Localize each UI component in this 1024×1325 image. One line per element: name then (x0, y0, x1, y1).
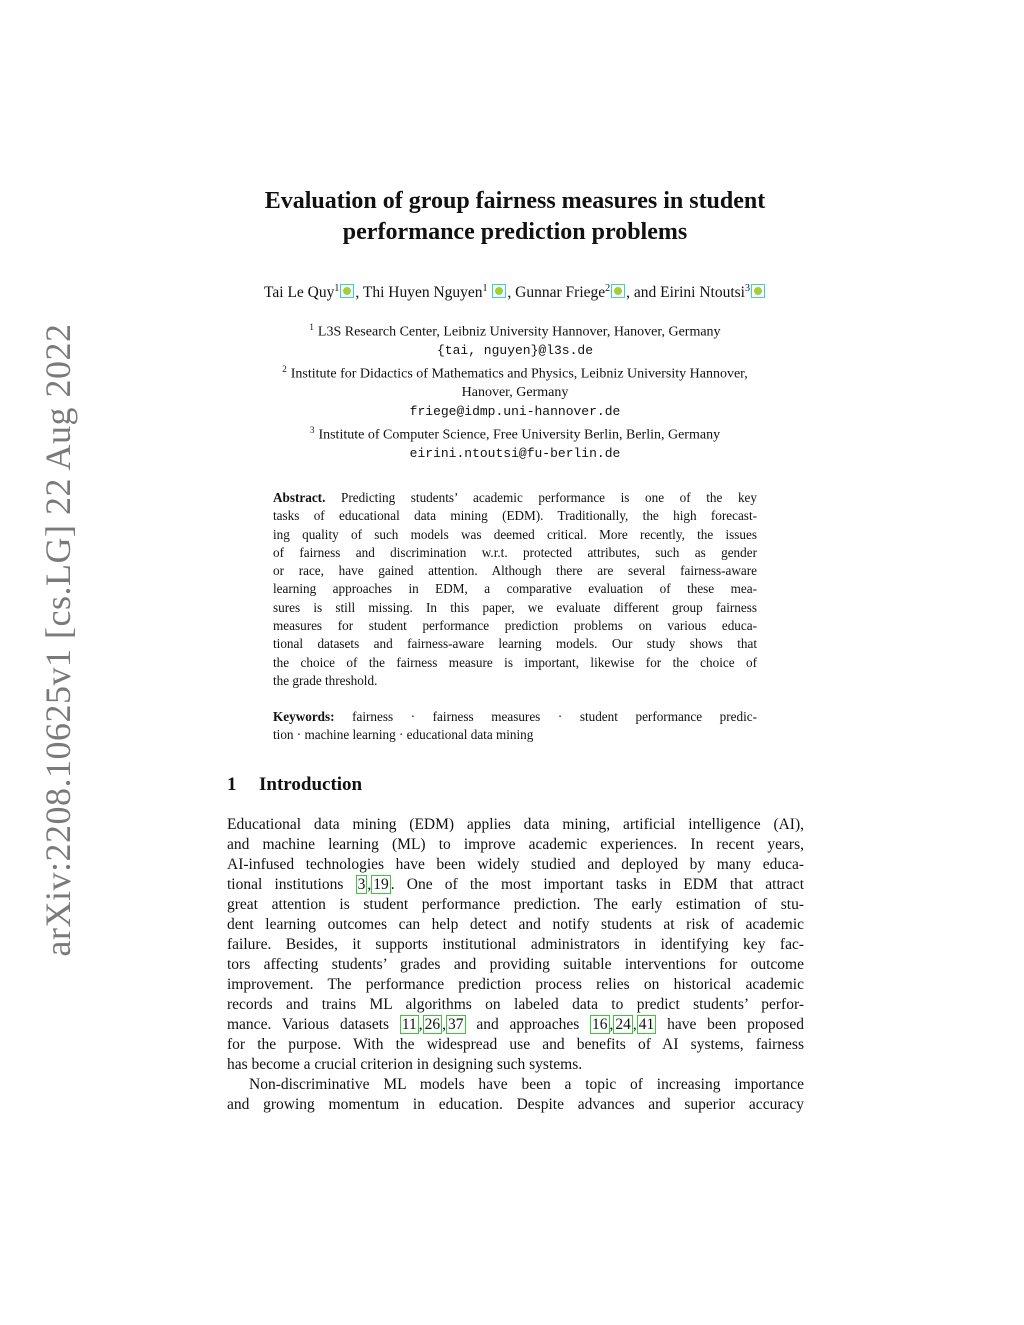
section-title: Introduction (259, 774, 363, 795)
author-separator: , (355, 284, 363, 302)
author-affil-mark: 1 (334, 283, 340, 294)
author-affil-mark: 1 (482, 283, 488, 294)
body-text-span: . One of the most important tasks in EDM that attract (390, 876, 804, 893)
keywords-line: tion · machine learning · educational data mining (273, 727, 534, 743)
author-list (150, 283, 880, 302)
author-affil-mark: 3 (744, 283, 750, 294)
abstract-line: tasks of educational data mining (EDM). Traditionally, the high forecast- (273, 508, 757, 524)
affil-text: Hanover, Germany (461, 385, 569, 401)
body-line (227, 875, 804, 895)
orcid-icon[interactable] (492, 284, 506, 298)
body-line: and machine learning (ML) to improve academic experiences. In recent years, (227, 836, 804, 853)
abstract-line: sures is still missing. In this paper, we evaluate different group fairness (273, 599, 757, 615)
affil-text: L3S Research Center, Leibniz University Hannover, Hanover, Germany (317, 324, 721, 340)
author-separator: , (507, 284, 516, 302)
keywords-label: Keywords: (273, 709, 335, 724)
body-line: for the purpose. With the widespread use and benefits of AI systems, fairness (227, 1036, 804, 1053)
body-line: and growing momentum in education. Despite advances and superior accuracy (227, 1096, 804, 1113)
affil-mark: 1 (309, 322, 314, 332)
body-text-span: , (418, 1016, 423, 1033)
affil-mark: 2 (282, 364, 287, 375)
body-text-span: and approaches (465, 1016, 591, 1033)
body-line: improvement. The performance prediction process relies on historical academic (227, 976, 804, 993)
abstract-line: measures for student performance prediction problems on various educa- (273, 618, 757, 634)
section-heading (227, 774, 362, 796)
body-text-span: , (367, 876, 372, 893)
body-line: great attention is student performance prediction. The early estimation of stu- (227, 896, 804, 913)
affil-text: Institute for Didactics of Mathematics and Physics, Leibniz University Hannover, (290, 366, 748, 382)
citation-link[interactable]: 3 (357, 876, 366, 893)
abstract-line: ing quality of such models was deemed critical. More recently, the issues (273, 526, 757, 542)
body-line: failure. Besides, it supports institutional administrators in identifying key fac- (227, 936, 804, 953)
body-line: tors affecting students’ grades and providing suitable interventions for outcome (227, 956, 804, 973)
body-text-span: , (609, 1016, 614, 1033)
keywords (273, 708, 757, 745)
citation-link[interactable]: 24 (615, 1016, 631, 1033)
body-text-span: , (632, 1016, 637, 1033)
body-line: AI-infused technologies have been widely studied and deployed by many educa- (227, 856, 804, 873)
author-name: Tai Le Quy (264, 284, 335, 302)
affil-email[interactable]: friege@idmp.uni-hannover.de (409, 403, 621, 419)
abstract-label: Abstract. (273, 490, 326, 505)
orcid-icon[interactable] (751, 284, 765, 298)
body-line (227, 1015, 804, 1035)
citation-link[interactable]: 16 (592, 1016, 608, 1033)
citation-link[interactable]: 19 (373, 876, 389, 893)
abstract-line: or race, have gained attention. Although there are several fairness-aware (273, 563, 757, 579)
citation-link[interactable]: 26 (424, 1016, 441, 1033)
affiliation-2 (200, 360, 830, 384)
orcid-icon[interactable] (611, 284, 625, 298)
author-name: Gunnar Friege (515, 284, 606, 302)
arxiv-identifier: arXiv:2208.10625v1 [cs.LG] 22 Aug 2022 (38, 323, 78, 957)
body-line: has become a crucial criterion in designing such systems. (227, 1056, 583, 1073)
body-text (227, 815, 804, 1115)
body-line: Non-discriminative ML models have been a topic of increasing importance (249, 1076, 804, 1093)
affil-email[interactable]: eirini.ntoutsi@fu-berlin.de (409, 445, 621, 461)
body-text-span: mance. Various datasets (227, 1016, 400, 1033)
title-line: Evaluation of group fairness measures in student (264, 188, 766, 214)
author-name: Thi Huyen Nguyen (362, 284, 483, 302)
body-line: Educational data mining (EDM) applies data mining, artificial intelligence (AI), (227, 816, 804, 833)
abstract (273, 489, 757, 690)
body-line: dent learning outcomes can help detect and notify students at risk of academic (227, 916, 804, 933)
affiliation-1 (200, 318, 830, 342)
keywords-line (273, 708, 757, 726)
title-line: performance prediction problems (342, 219, 688, 245)
citation-link[interactable]: 11 (401, 1016, 417, 1033)
abstract-line: learning approaches in EDM, a comparative evaluation of these mea- (273, 581, 757, 597)
affil-email[interactable]: {tai, nguyen}@l3s.de (436, 342, 594, 358)
abstract-line: of fairness and discrimination w.r.t. protected attributes, such as gender (273, 544, 757, 560)
author-affil-mark: 2 (605, 283, 611, 294)
abstract-line (273, 489, 757, 507)
author-name: Eirini Ntoutsi (660, 284, 745, 302)
body-line: records and trains ML algorithms on labeled data to predict students’ perfor- (227, 996, 804, 1013)
paper-title (200, 186, 830, 248)
abstract-line: tional datasets and fairness-aware learning models. Our study shows that (273, 636, 757, 652)
abstract-line: the choice of the fairness measure is important, likewise for the choice of (273, 654, 757, 670)
section-number: 1 (227, 774, 237, 795)
abstract-line: the grade threshold. (273, 672, 378, 688)
affiliation-3 (200, 421, 830, 445)
affiliation-list (200, 318, 830, 463)
body-text-span: tional institutions (227, 876, 356, 893)
body-text-span: have been proposed (656, 1016, 805, 1033)
affil-text: Institute of Computer Science, Free University Berlin, Berlin, Germany (318, 427, 721, 443)
keywords-text: fairness · fairness measures · student performance predic- (352, 709, 758, 724)
citation-link[interactable]: 41 (638, 1016, 655, 1033)
affil-mark: 3 (309, 424, 315, 435)
orcid-icon[interactable] (340, 284, 354, 298)
author-separator: , and (626, 284, 661, 302)
abstract-text: Predicting students’ academic performance is one of the key (340, 490, 758, 505)
body-text-span: , (442, 1016, 447, 1033)
citation-link[interactable]: 37 (448, 1016, 464, 1033)
